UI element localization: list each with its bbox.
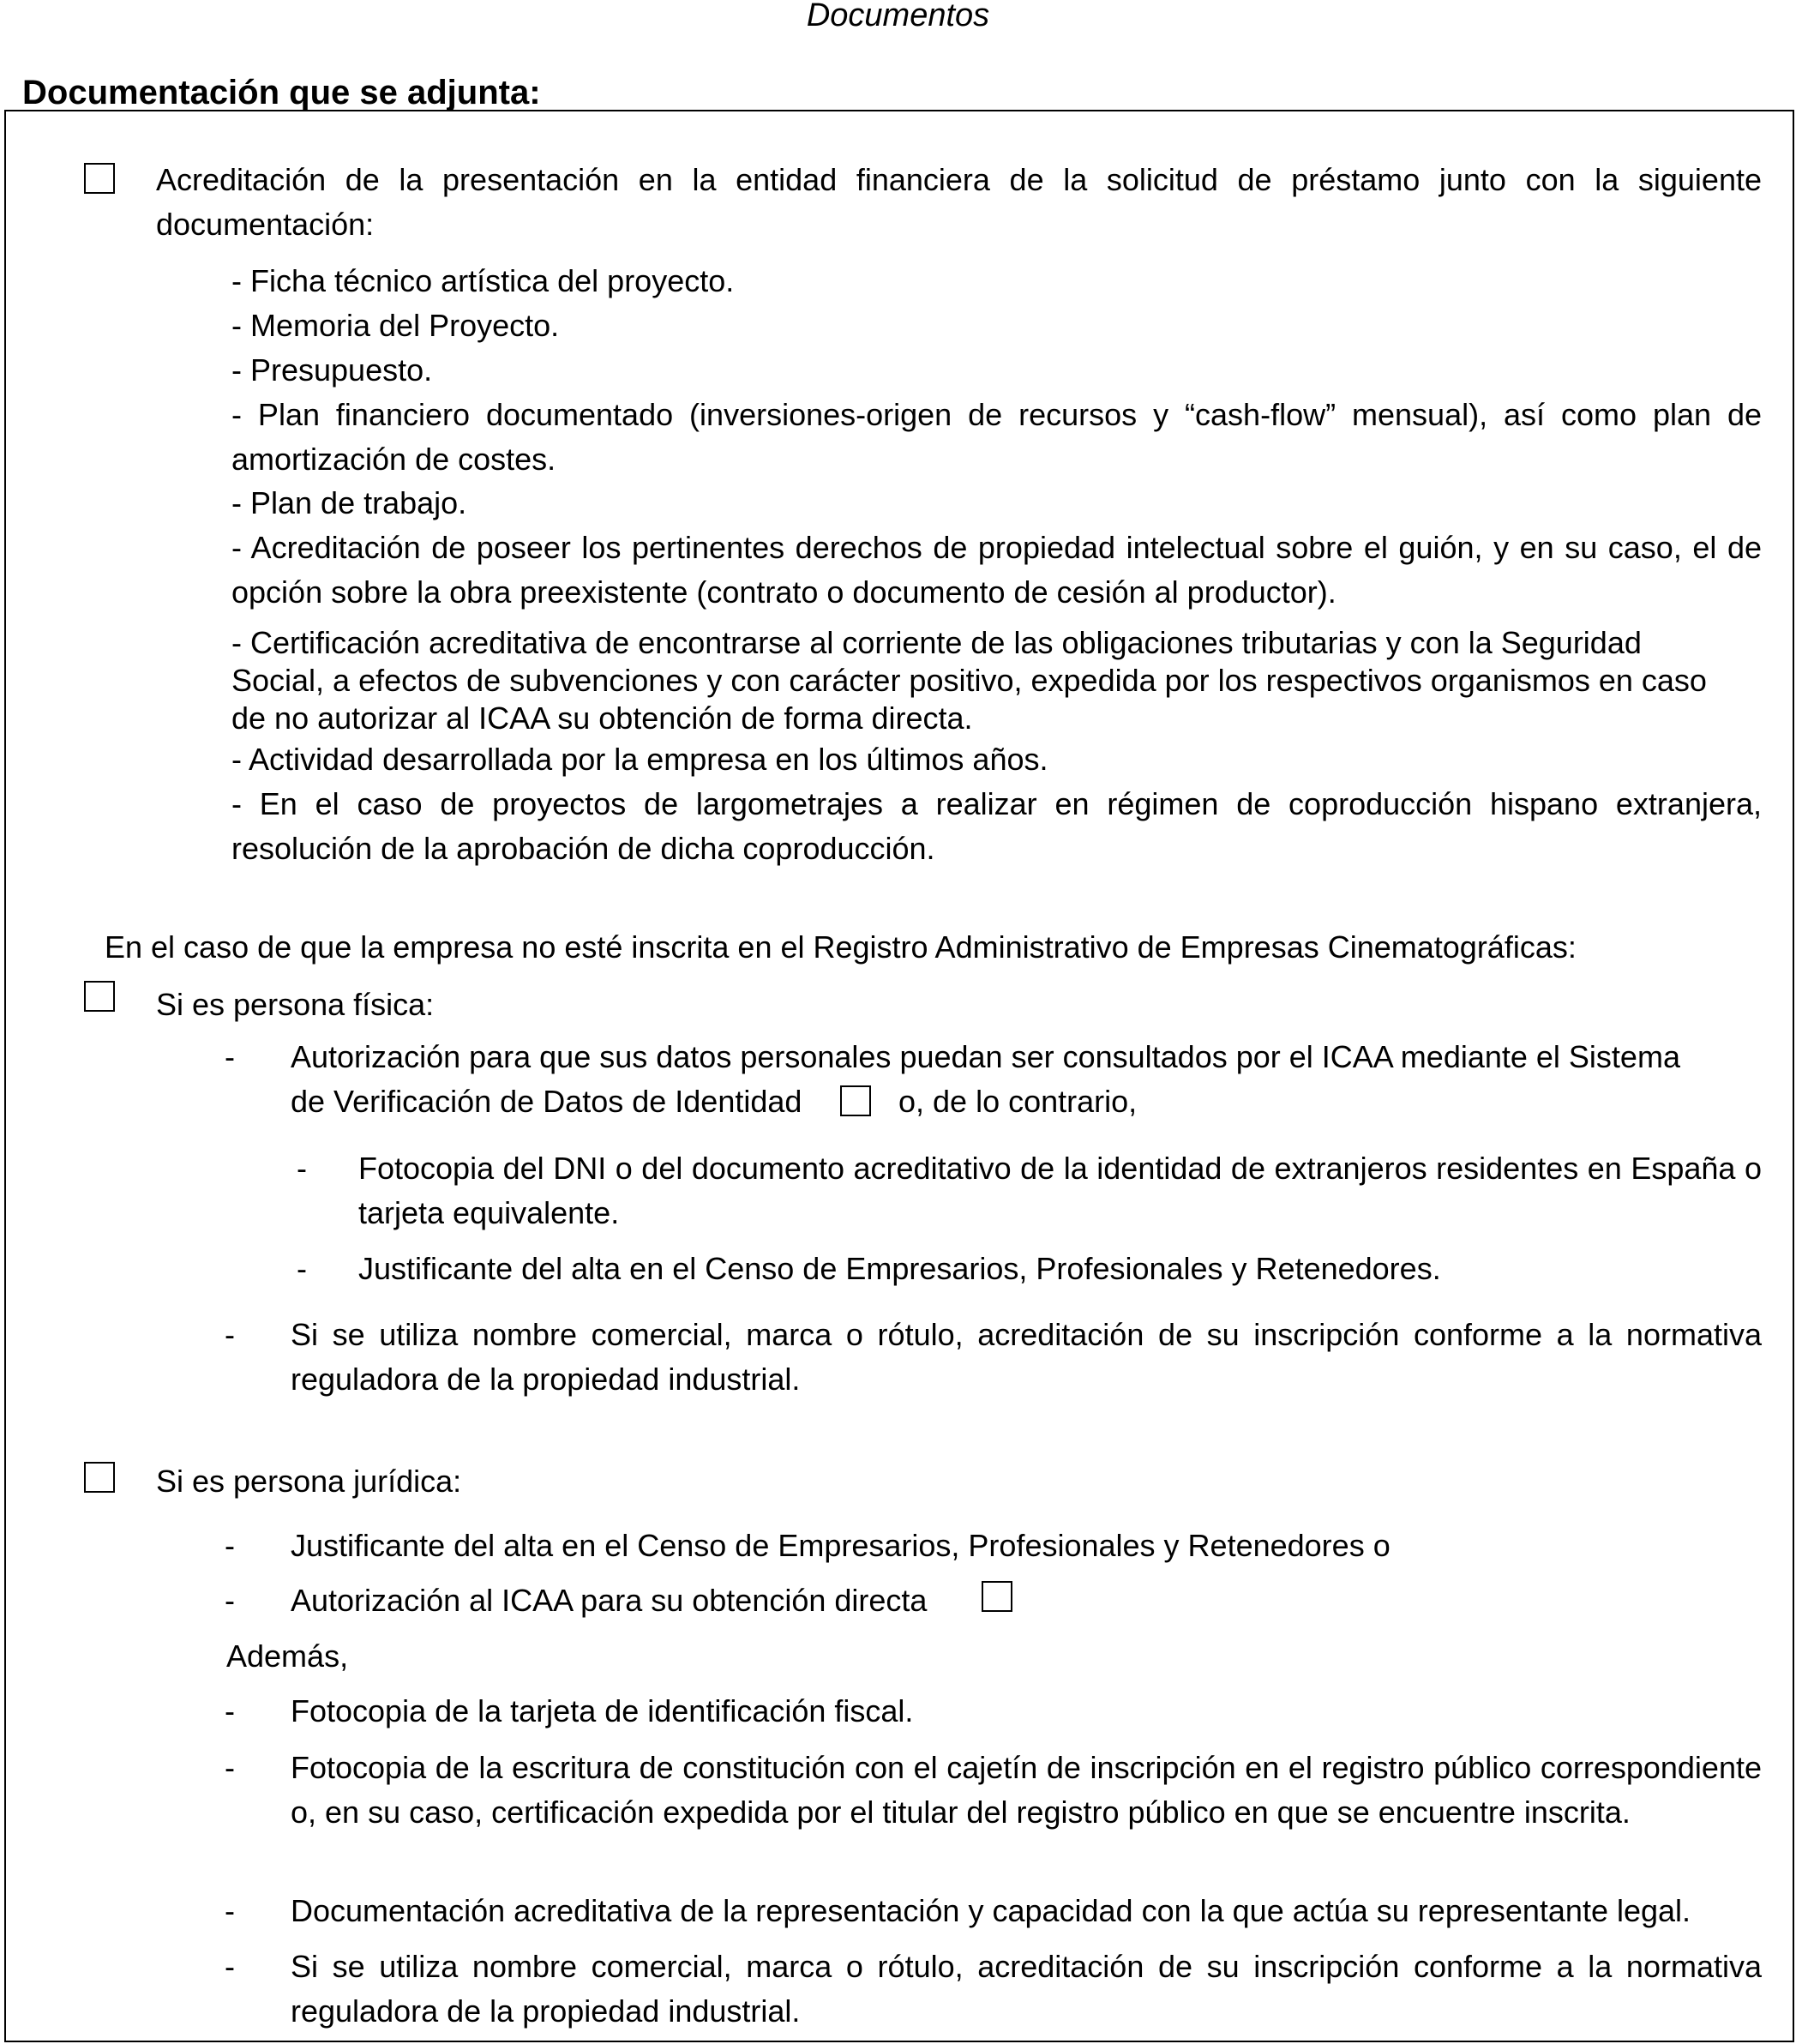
doc-item-derechos: - Acreditación de poseer los pertinentes derechos de propiedad intelectual sobre el guión, y en su caso, el de opción sobre la obra preexistente (contrato o documento de cesión al productor). (231, 530, 1762, 610)
ademas-label: Además, (226, 1638, 349, 1674)
doc-item-actividad: - Actividad desarrollada por la empresa en los últimos años. (231, 742, 1048, 777)
documentacion-representacion: Documentación acreditativa de la representación y capacidad con la que actúa su representante legal. (291, 1893, 1691, 1928)
dash-marker: - (225, 1317, 235, 1352)
autorizacion-datos-line1: Autorización para que sus datos personales puedan ser consultados por el ICAA mediante el Sistema (291, 1039, 1680, 1074)
fotocopia-tarjeta-fiscal: Fotocopia de la tarjeta de identificación fiscal. (291, 1693, 914, 1728)
dash-marker: - (225, 1583, 235, 1618)
autorizacion-icaa: Autorización al ICAA para su obtención directa (291, 1583, 928, 1618)
checkbox-autorizacion-icaa[interactable] (982, 1581, 1012, 1612)
dash-marker: - (225, 1893, 235, 1928)
doc-item-plan-trabajo: - Plan de trabajo. (231, 485, 467, 520)
dash-marker: - (225, 1949, 235, 1984)
persona-fisica-label: Si es persona física: (156, 987, 435, 1022)
registro-intro: En el caso de que la empresa no esté inscrita en el Registro Administrativo de Empresas Cinematográficas: (105, 929, 1577, 965)
dash-marker: - (225, 1750, 235, 1785)
dash-marker: - (225, 1528, 235, 1563)
checkbox-persona-juridica[interactable] (84, 1462, 115, 1493)
dash-marker: - (225, 1693, 235, 1728)
autorizacion-datos-line2: de Verificación de Datos de Identidad (291, 1084, 802, 1119)
doc-item-certificacion: - Certificación acreditativa de encontrarse al corriente de las obligaciones tributarias y con la Seguridad Social, a efectos de subvenciones y con carácter positivo, expedida por los respectivos organismos en caso de no autorizar al ICAA su obtención de forma directa. (231, 625, 1707, 736)
dash-marker: - (297, 1251, 307, 1286)
dash-marker: - (225, 1039, 235, 1074)
checkbox-acreditacion-prestamo[interactable] (84, 163, 115, 194)
justificante-censo-fisica: Justificante del alta en el Censo de Empresarios, Profesionales y Retenedores. (358, 1251, 1441, 1286)
dash-marker: - (297, 1151, 307, 1186)
nombre-comercial-juridica: Si se utiliza nombre comercial, marca o rótulo, acreditación de su inscripción conforme a la normativa reguladora de la propiedad industrial. (291, 1949, 1762, 2029)
doc-item-coproduccion: - En el caso de proyectos de largometrajes a realizar en régimen de coproducción hispano extranjera, resolución de la aprobación de dicha coproducción. (231, 786, 1762, 866)
fotocopia-dni: Fotocopia del DNI o del documento acreditativo de la identidad de extranjeros residentes en España o tarjeta equivalente. (358, 1151, 1762, 1230)
doc-item-memoria: - Memoria del Proyecto. (231, 308, 560, 343)
block1-text: Acreditación de la presentación en la entidad financiera de la solicitud de préstamo junto con la siguiente documentación: (156, 162, 1762, 242)
justificante-censo-juridica: Justificante del alta en el Censo de Empresarios, Profesionales y Retenedores o (291, 1528, 1391, 1563)
doc-item-plan-financiero: - Plan financiero documentado (inversiones-origen de recursos y “cash-flow” mensual), así como plan de amortización de costes. (231, 397, 1762, 477)
fotocopia-escritura: Fotocopia de la escritura de constitución con el cajetín de inscripción en el registro público correspondiente o, en su caso, certificación expedida por el titular del registro público en que se encuentre inscrita. (291, 1750, 1762, 1830)
doc-item-presupuesto: - Presupuesto. (231, 352, 433, 388)
autorizacion-datos-tail: o, de lo contrario, (898, 1084, 1138, 1119)
doc-item-ficha: - Ficha técnico artística del proyecto. (231, 263, 735, 298)
page-title: Documentos (806, 0, 990, 33)
nombre-comercial-fisica: Si se utiliza nombre comercial, marca o rótulo, acreditación de su inscripción conforme a la normativa reguladora de la propiedad industrial. (291, 1317, 1762, 1397)
persona-juridica-label: Si es persona jurídica: (156, 1464, 462, 1499)
checkbox-persona-fisica[interactable] (84, 981, 115, 1012)
checkbox-verificacion-identidad[interactable] (840, 1085, 871, 1116)
section-heading: Documentación que se adjunta: (22, 74, 541, 111)
